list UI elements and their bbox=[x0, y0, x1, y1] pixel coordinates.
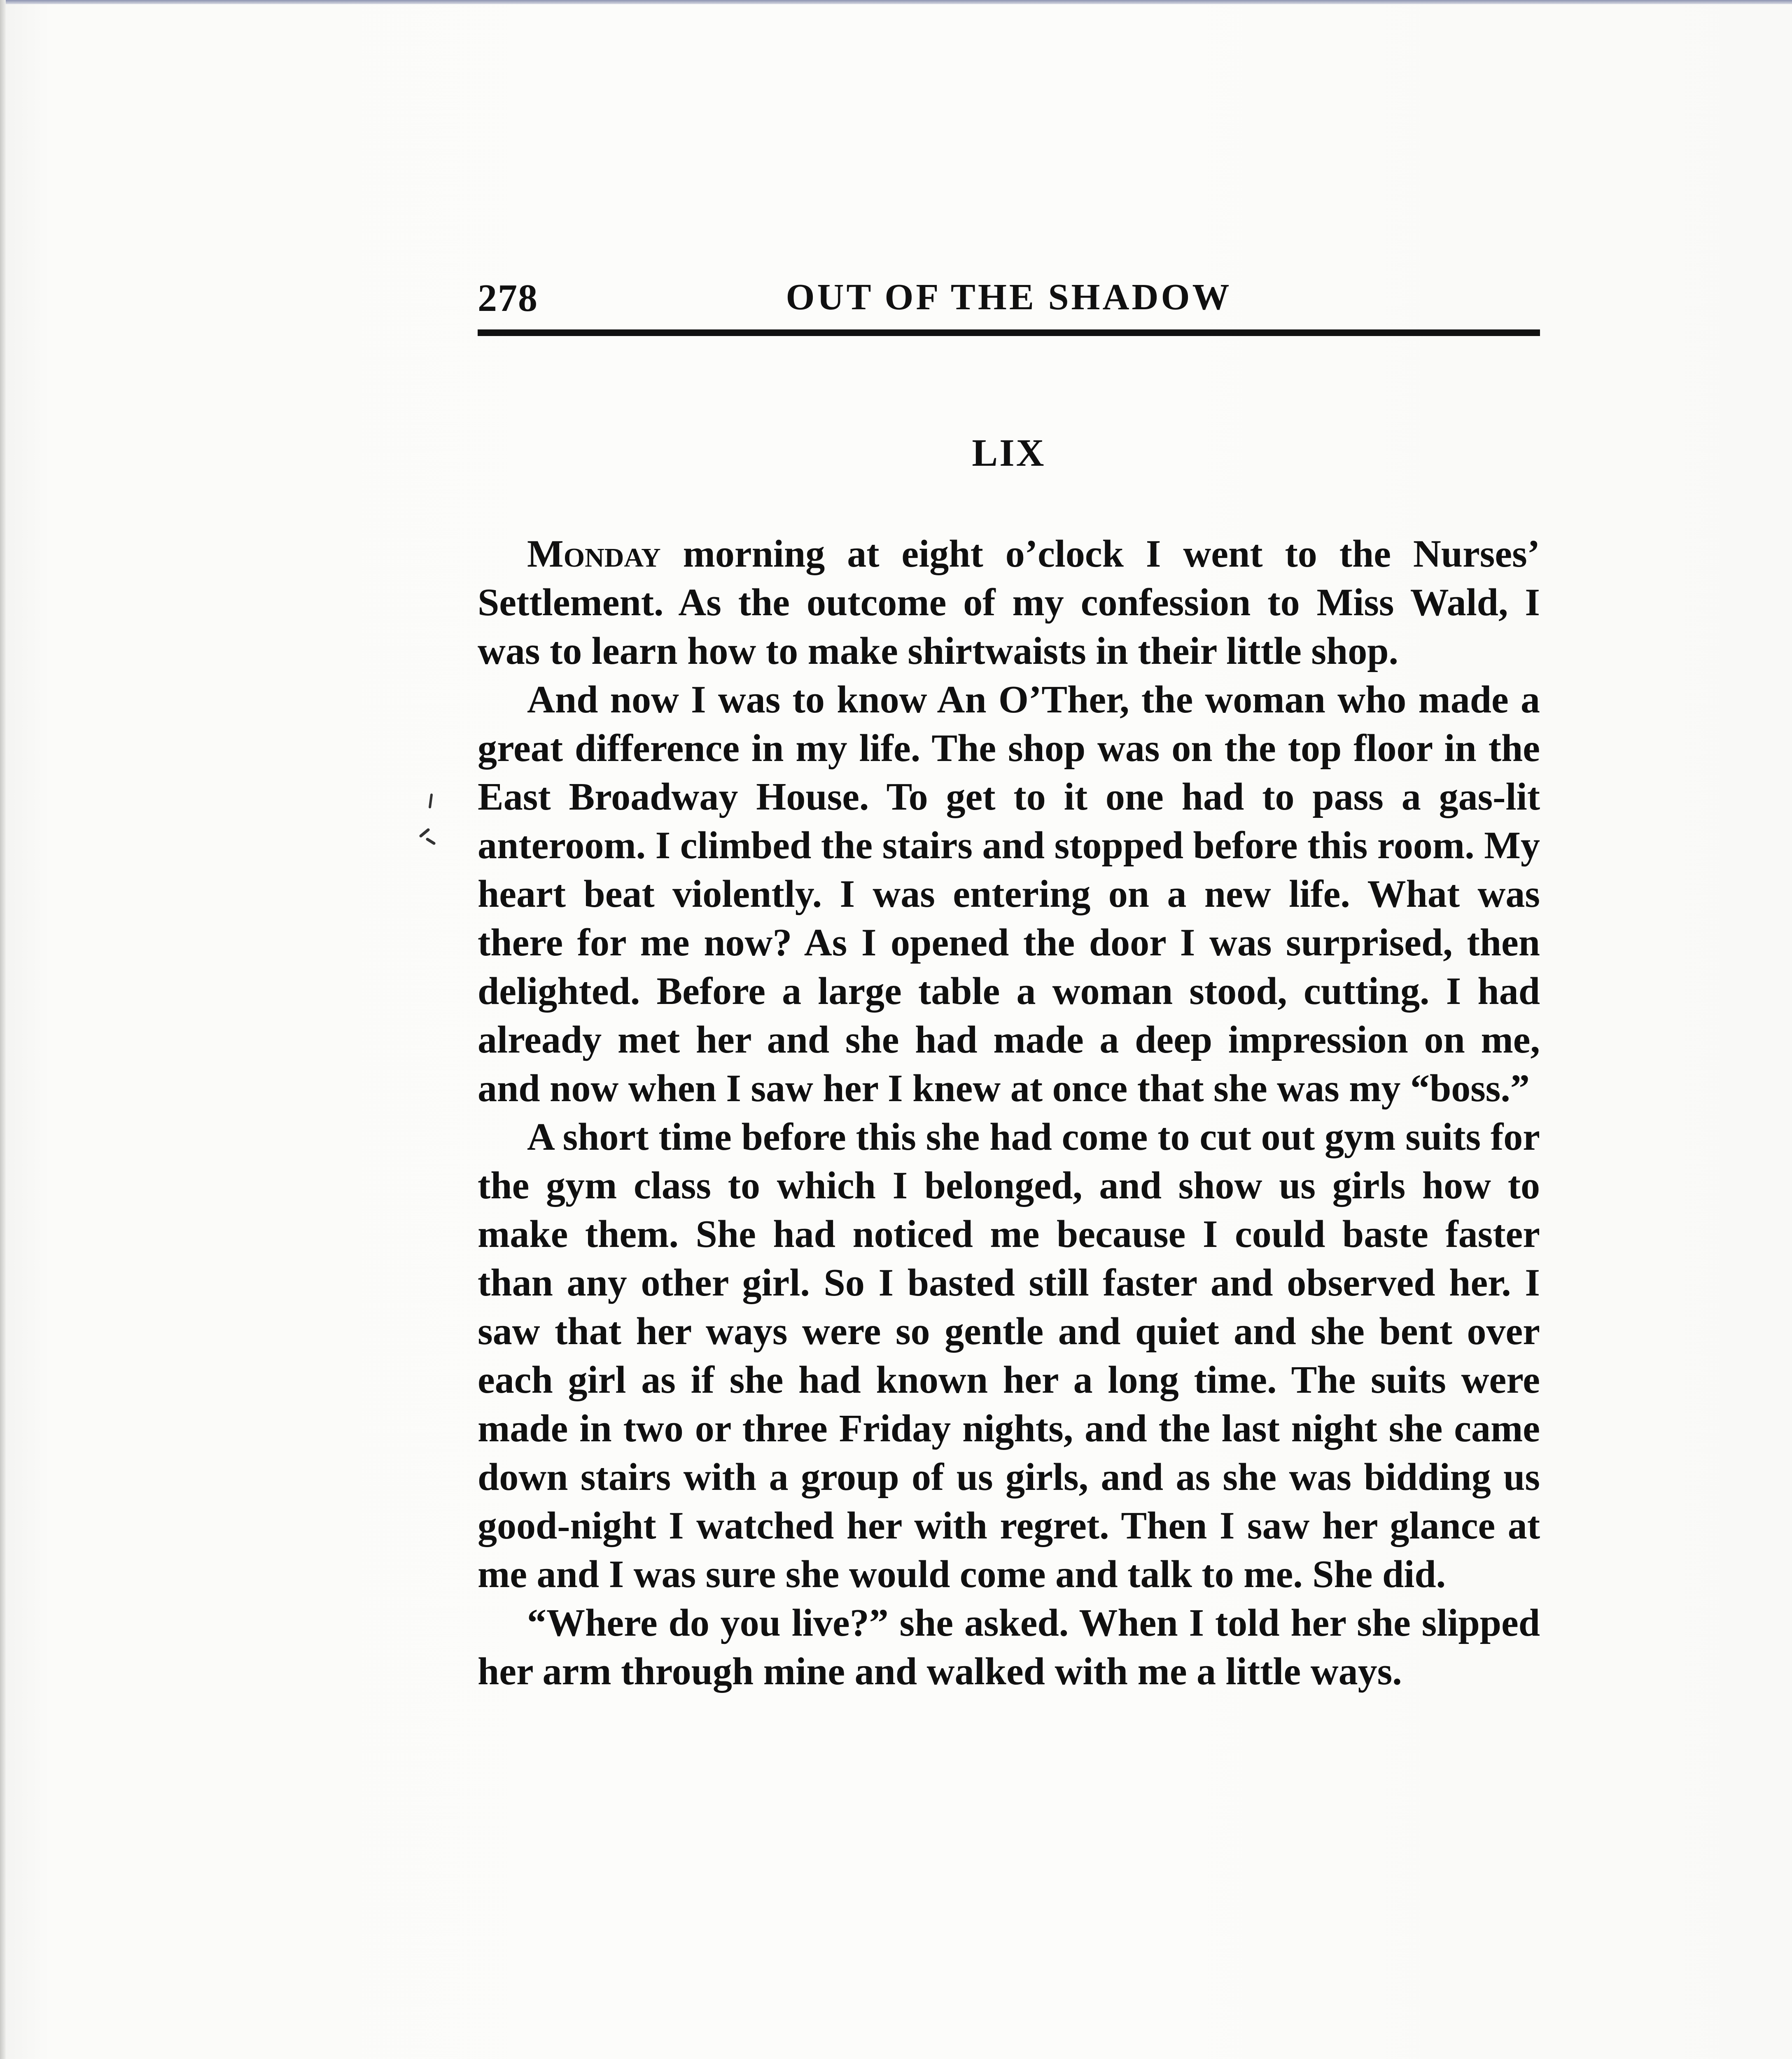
margin-ink-mark bbox=[416, 791, 441, 852]
paragraph-lead-word: Monday bbox=[527, 532, 661, 575]
paragraph-1 bbox=[478, 530, 1540, 675]
chapter-title: LIX bbox=[972, 432, 1046, 474]
body-text bbox=[478, 530, 1540, 1696]
page-gutter-edge bbox=[0, 0, 6, 2059]
running-head: OUT OF THE SHADOW bbox=[786, 277, 1232, 317]
text-block bbox=[478, 268, 1540, 1696]
paragraph-4: “Where do you live?” she asked. When I told her she slipped her arm through mine and walked with me a little ways. bbox=[478, 1601, 1540, 1693]
page-number: 278 bbox=[478, 277, 538, 320]
paragraph-2: And now I was to know An O’Ther, the woman who made a great difference in my life. The shop was on the top floor in the East Broadway House. To get to it one had to pass a gas-lit anteroom. I climbed the stairs and stopped before this room. My heart beat violently. I was entering on a new life. What was there for me now? As I opened the door I was surprised, then delighted. Before a large table a woman stood, cutting. I had already met her and she had made a deep impression on me, and now when I saw her I knew at once that she was my “boss.” bbox=[478, 678, 1540, 1110]
paragraph-3: A short time before this she had come to cut out gym suits for the gym class to which I belonged, and show us girls how to make them. She had noticed me because I could baste faster than any other girl. So I basted still faster and observed her. I saw that her ways were so gentle and quiet and she bent over each girl as if she had known her a long time. The suits were made in two or three Friday nights, and the last night she came down stairs with a group of us girls, and as she was bidding us good-night I watched her with regret. Then I saw her glance at me and I was sure she would come and talk to me. She did. bbox=[478, 1116, 1540, 1596]
page-header bbox=[478, 268, 1540, 336]
paragraph-text: morning at eight o’clock I went to the Nurses’ Settlement. As the outcome of my confession to Miss Wald, I was to learn how to make shirtwaists in their little shop. bbox=[478, 532, 1540, 672]
page-top-edge bbox=[0, 0, 1792, 4]
